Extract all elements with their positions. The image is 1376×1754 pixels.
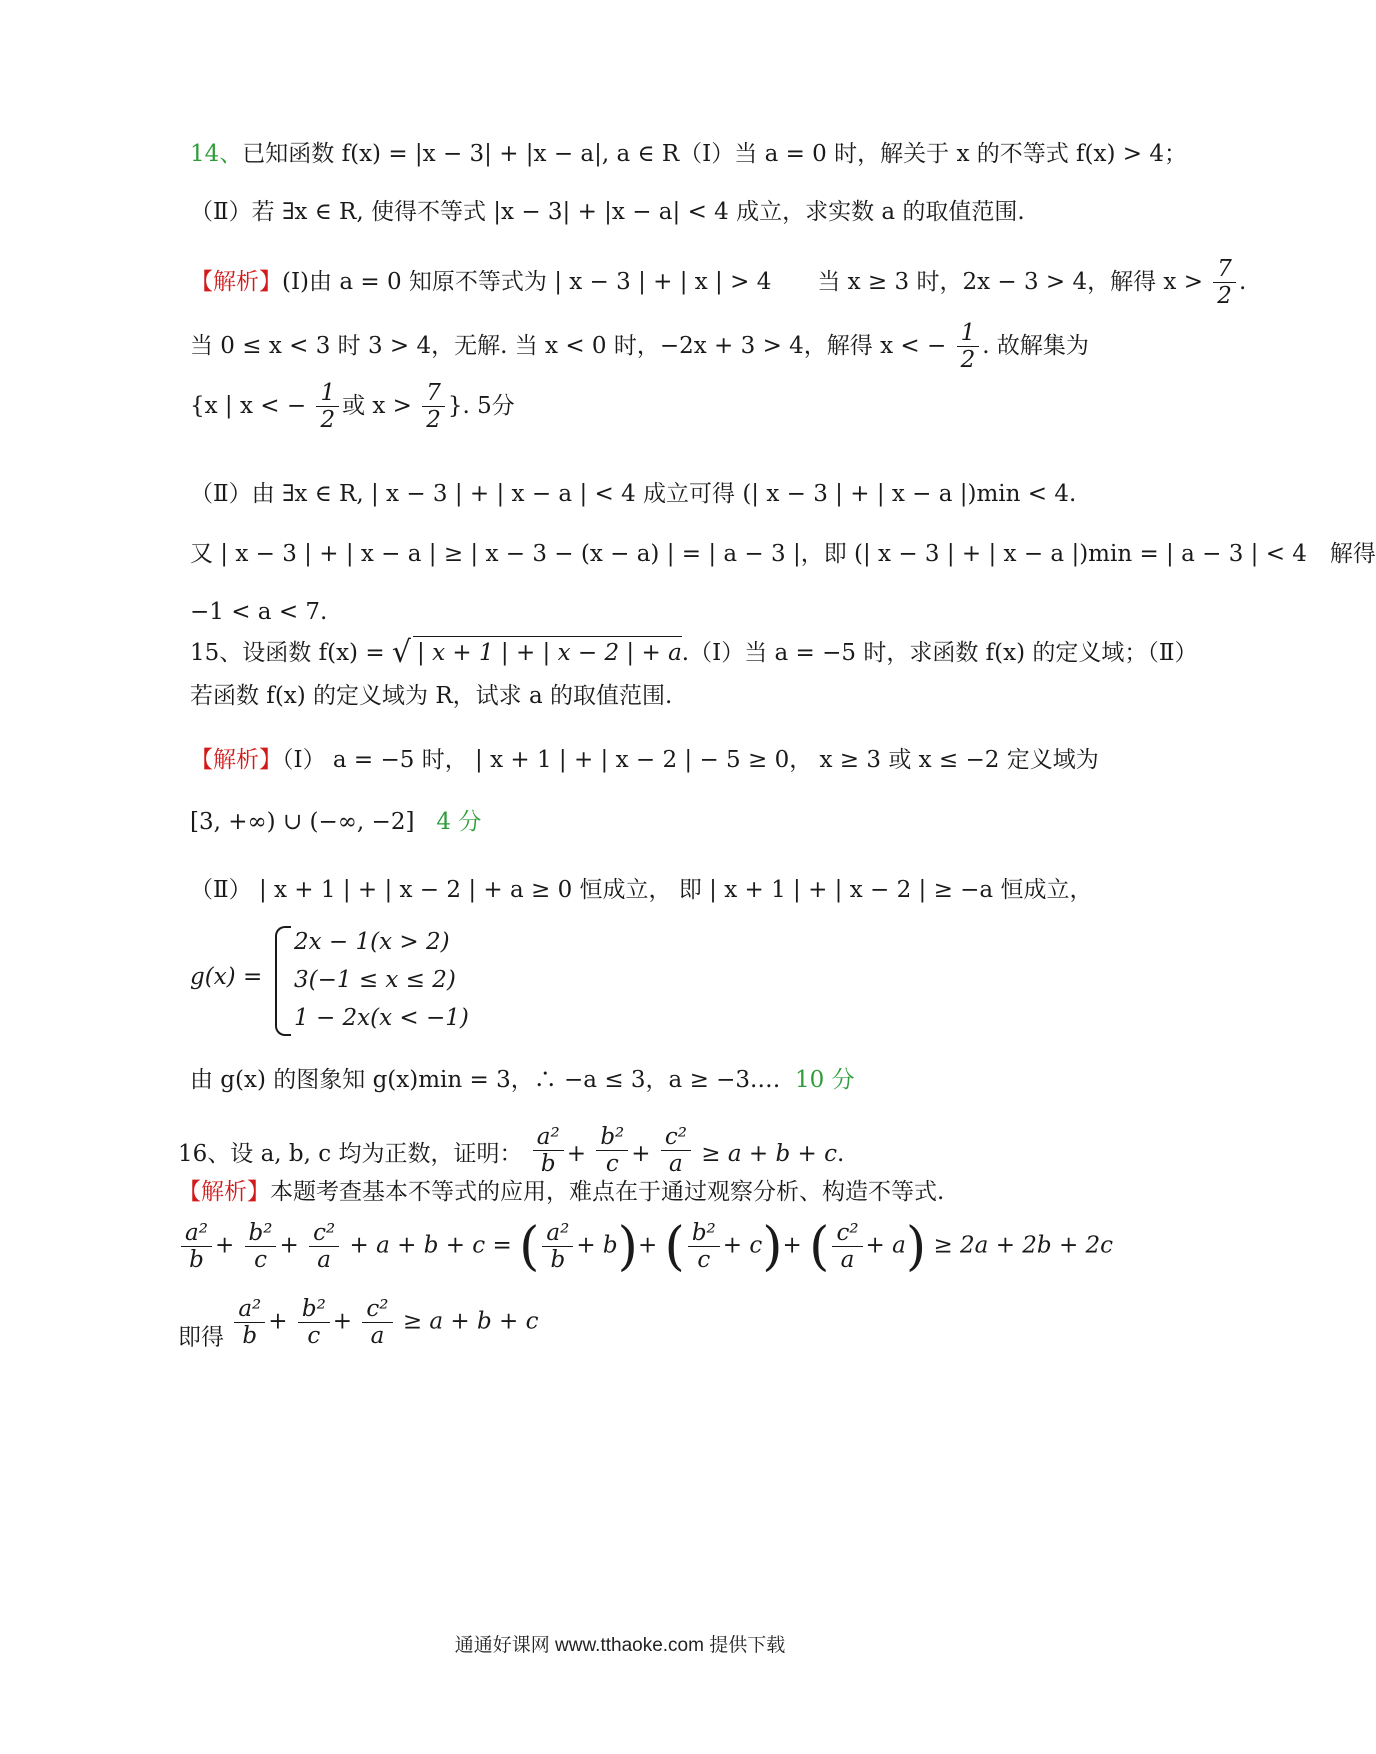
p15-number: 15、: [190, 640, 243, 666]
frac-b2-c: $\frac{\text{b²}}{c}$: [596, 1124, 628, 1177]
p16-sol-text: 本题考查基本不等式的应用，难点在于通过观察分析、构造不等式.: [270, 1179, 945, 1205]
p15-score-4: 4 分: [436, 809, 482, 835]
p15-sol2-conclusion: [190, 1064, 1070, 1096]
g-row-2: 3(−1 ≤ x ≤ 2): [294, 967, 456, 993]
piecewise-g: [190, 926, 590, 1036]
p14-stem: [190, 138, 1187, 170]
brace-icon: [275, 926, 291, 1036]
frac-a2-b-3: $\frac{\text{a²}}{b}$: [542, 1220, 573, 1273]
g-label: g(x) =: [190, 964, 263, 990]
g-row-3: 1 − 2x(x < −1): [294, 1005, 469, 1031]
frac-b2-c-2: $\frac{\text{b²}}{c}$: [245, 1220, 277, 1273]
frac-b2-c-4: $\frac{\text{b²}}{c}$: [298, 1296, 330, 1349]
p14-number: 14、: [190, 141, 243, 167]
p15-domain: [3, +∞) ∪ (−∞, −2]: [190, 809, 415, 835]
p14-solution-line2: [190, 320, 1089, 373]
p15-sqrt-body: | x + 1 | + | x − 2 | + a: [413, 636, 682, 669]
p14-sol2-line1: （Ⅱ）由 ∃x ∈ R, | x − 3 | + | x − a | < 4 成立可得 (| x − 3 | + | x − a |)min < 4.: [190, 481, 1077, 507]
frac-b2-c-3: $\frac{\text{b²}}{c}$: [688, 1220, 720, 1273]
footer-source: 通通好课网 www.tthaoke.com 提供下载: [454, 1635, 786, 1656]
frac-a2-b: $\frac{\text{a²}}{b}$: [533, 1124, 564, 1177]
solution-set-tail: }. 5分: [447, 393, 515, 419]
frac-a2-b-2: $\frac{\text{a²}}{b}$: [181, 1220, 212, 1273]
p16-stem-a: 设 a, b, c 均为正数，证明：: [230, 1141, 523, 1167]
p14-sol1-text: (Ⅰ)由 a = 0 知原不等式为 | x − 3 | + | x | > 4 当 x ≥ 3 时，2x − 3 > 4，解得 x >: [282, 269, 1203, 295]
p16-stem-b: ≥ a + b + c: [701, 1141, 837, 1167]
left-paren-icon: (: [664, 1216, 685, 1277]
frac-a2-b-4: $\frac{\text{a²}}{b}$: [234, 1296, 265, 1349]
fraction-1-2: $\frac{1}{2}$: [957, 320, 980, 373]
p15-stem-a: 设函数 f(x) =: [242, 640, 385, 666]
p14-sol2-line3: −1 < a < 7.: [190, 599, 328, 625]
p15-domain-line: [190, 806, 1070, 838]
fraction-7-2b: $\frac{7}{2}$: [422, 380, 445, 433]
p16-conclusion: 即得 $\frac{\text{a²}}{b}$ + $\frac{\text{b²}}{c}$ + $\frac{\text{c²}}{a}$ ≥ a + b + c: [178, 1296, 539, 1351]
p15-solution-line1: [190, 744, 1099, 776]
sqrt-icon: √: [391, 635, 412, 670]
solution-set-pre: {x | x < −: [190, 393, 307, 419]
right-paren-icon: ): [617, 1216, 638, 1277]
p16-number: 16、: [178, 1141, 231, 1167]
p16-eq-mid: + a + b + c =: [349, 1232, 512, 1259]
p16-concl-pre: 即得: [178, 1324, 224, 1351]
p14-part2: （Ⅱ）若 ∃x ∈ R, 使得不等式 |x − 3| + |x − a| < 4 成立，求实数 a 的取值范围.: [190, 199, 1025, 225]
right-paren-icon: ): [762, 1216, 783, 1277]
p15-stem: [190, 635, 1198, 670]
p15-stem-c: 若函数 f(x) 的定义域为 R，试求 a 的取值范围.: [190, 683, 673, 709]
p14-solution-label: 【解析】: [190, 269, 282, 295]
p14-sol1b-tail: . 故解集为: [982, 333, 1089, 359]
frac-c2-a-3: $\frac{\text{c²}}{a}$: [832, 1220, 862, 1273]
frac-c2-a: $\frac{\text{c²}}{a}$: [661, 1124, 691, 1177]
p16-concl-tail: ≥ a + b + c: [402, 1308, 539, 1335]
frac-c2-a-2: $\frac{\text{c²}}{a}$: [309, 1220, 339, 1273]
p14-solution-set: [190, 380, 1070, 433]
p16-solution-line: [178, 1176, 1058, 1208]
p15-sol1-text: （Ⅰ） a = −5 时， | x + 1 | + | x − 2 | − 5 ≥ 0， x ≥ 3 或 x ≤ −2 定义域为: [282, 747, 1099, 773]
p15-solution-label: 【解析】: [190, 747, 282, 773]
p15-sol2-line1: （Ⅱ） | x + 1 | + | x − 2 | + a ≥ 0 恒成立， 即 | x + 1 | + | x − 2 | ≥ −a 恒成立，: [190, 877, 1093, 903]
p14-sol2-line2: 又 | x − 3 | + | x − a | ≥ | x − 3 − (x − a) | = | a − 3 |，即 (| x − 3 | + | x − a |)min = | a − 3 | < 4 解得: [190, 541, 1376, 567]
fraction-1-2b: $\frac{1}{2}$: [316, 380, 339, 433]
p14-sol1b-text: 当 0 ≤ x < 3 时 3 > 4，无解. 当 x < 0 时，−2x + 3 > 4，解得 x < −: [190, 333, 947, 359]
p16-eq-tail: ≥ 2a + 2b + 2c: [933, 1232, 1114, 1259]
p15-stem-b: .（Ⅰ）当 a = −5 时，求函数 f(x) 的定义域；（Ⅱ）: [681, 640, 1198, 666]
g-row-1: 2x − 1(x > 2): [294, 929, 450, 955]
solution-set-mid: 或 x >: [342, 393, 412, 419]
p16-equation: $\frac{\text{a²}}{b}$ + $\frac{\text{b²}}{c}$ + $\frac{\text{c²}}{a}$ + a + b + c = ( $\frac{\text{a²}}{b}$ + b)+ ( $\frac{\text{b²}}{c}$ + c)+ ( $\frac{\text{c²}}{a}$ + a) ≥ 2a + 2b + 2c: [178, 1220, 1058, 1290]
right-paren-icon: ): [905, 1216, 927, 1277]
fraction-7-2: $\frac{7}{2}$: [1213, 256, 1236, 309]
frac-c2-a-4: $\frac{\text{c²}}{a}$: [362, 1296, 392, 1349]
p14-solution-line1: 【解析】(Ⅰ)由 a = 0 知原不等式为 | x − 3 | + | x | > 4 当 x ≥ 3 时，2x − 3 > 4，解得 x > $\frac{7}{2}$ .: [190, 256, 1247, 309]
p15-score-10: 10 分: [795, 1067, 855, 1093]
p15-sol2c-text: 由 g(x) 的图象知 g(x)min = 3，∴ −a ≤ 3，a ≥ −3.…: [190, 1067, 781, 1093]
left-paren-icon: (: [519, 1216, 540, 1277]
p16-stem: 16、设 a, b, c 均为正数，证明： $\frac{\text{a²}}{b}$ + $\frac{\text{b²}}{c}$ + $\frac{\text{c²}}{a}$ ≥ a + b + c.: [178, 1124, 845, 1177]
left-paren-icon: (: [809, 1216, 830, 1277]
p16-solution-label: 【解析】: [178, 1179, 270, 1205]
p14-stem-text: 已知函数 f(x) = |x − 3| + |x − a|, a ∈ R（Ⅰ）当 a = 0 时，解关于 x 的不等式 f(x) > 4；: [242, 141, 1187, 167]
